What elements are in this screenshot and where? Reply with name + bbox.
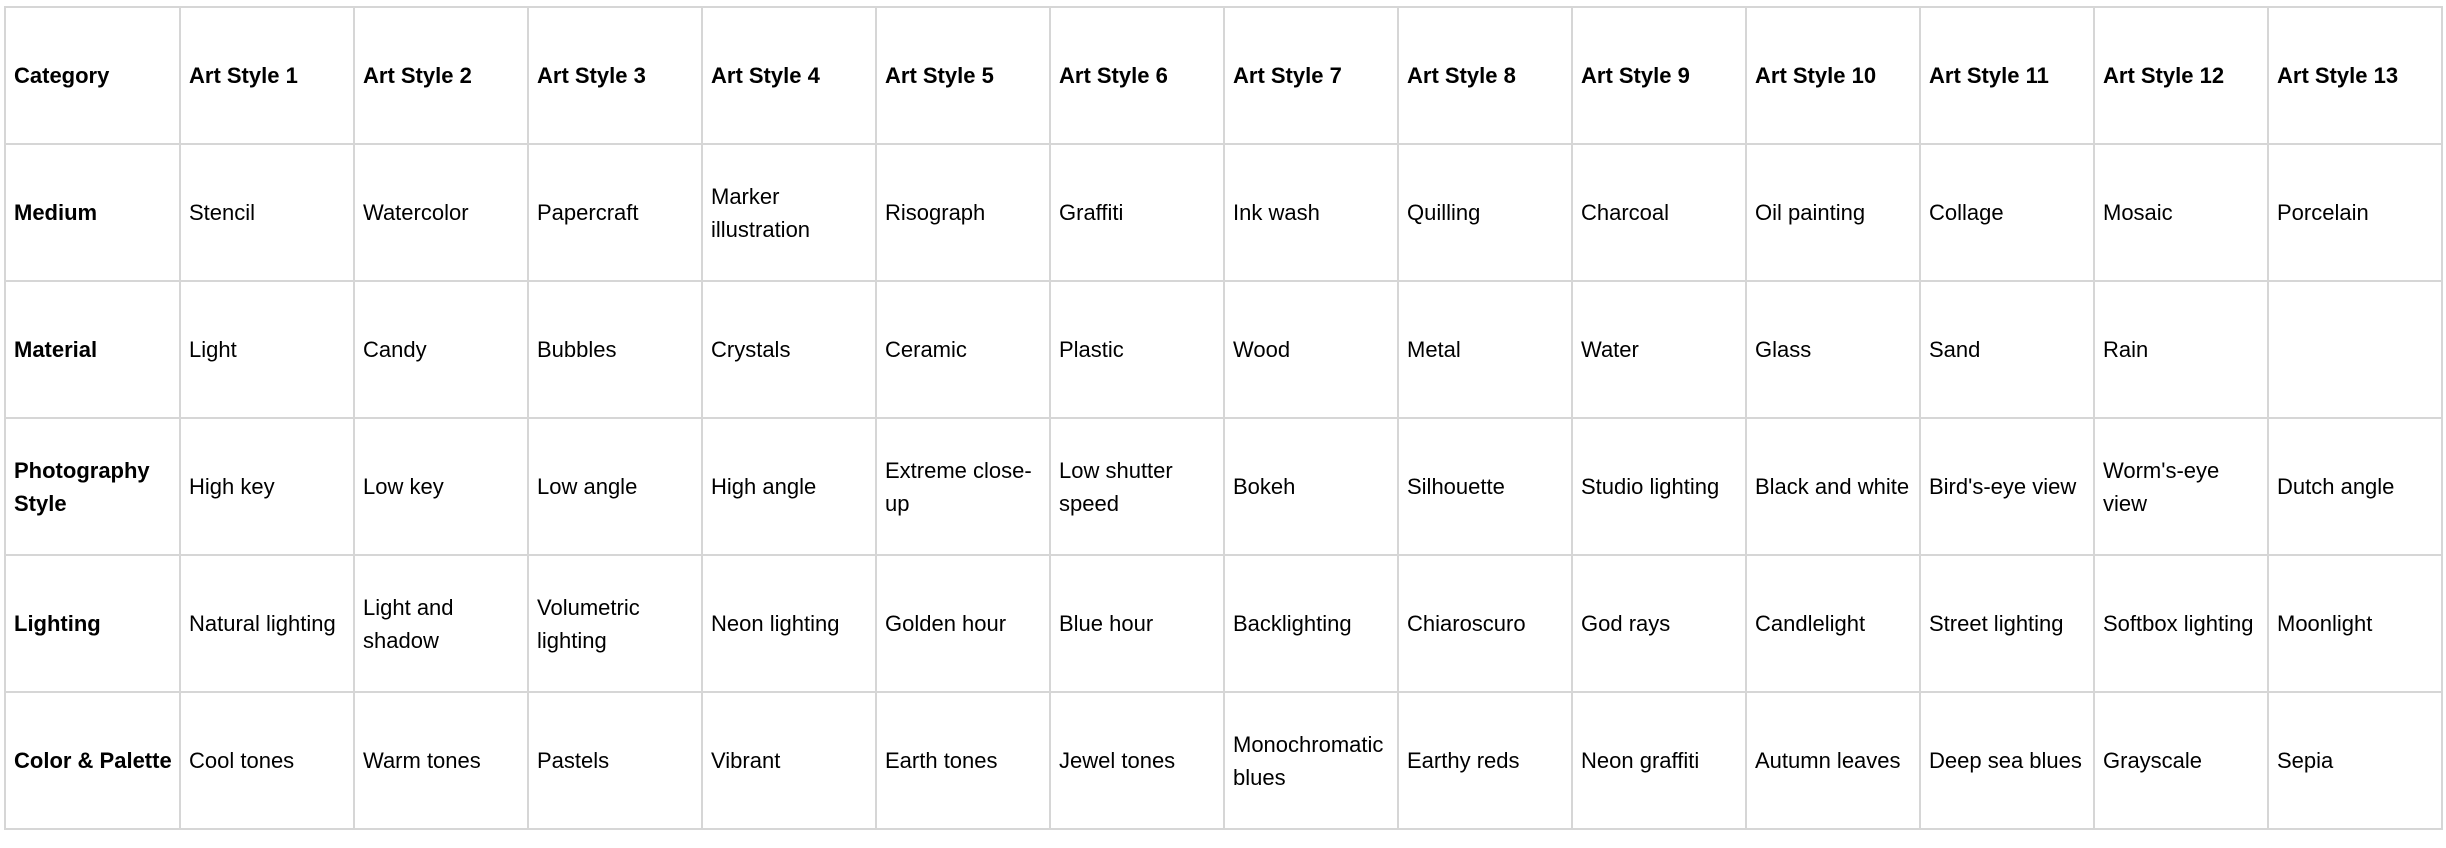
art-style-header-cell[interactable]: Art Style 11 xyxy=(1920,7,2094,144)
category-label-cell[interactable]: Material xyxy=(5,281,180,418)
table-cell[interactable]: Candlelight xyxy=(1746,555,1920,692)
table-cell[interactable]: Neon graffiti xyxy=(1572,692,1746,829)
category-label-cell[interactable]: Color & Palette xyxy=(5,692,180,829)
table-cell[interactable]: Moonlight xyxy=(2268,555,2442,692)
table-cell[interactable]: Risograph xyxy=(876,144,1050,281)
table-cell[interactable]: Blue hour xyxy=(1050,555,1224,692)
table-cell[interactable]: Softbox lighting xyxy=(2094,555,2268,692)
table-cell[interactable]: High key xyxy=(180,418,354,555)
table-row xyxy=(5,144,2442,281)
table-cell[interactable]: Ink wash xyxy=(1224,144,1398,281)
spreadsheet-grid xyxy=(4,6,2443,830)
table-cell[interactable]: Silhouette xyxy=(1398,418,1572,555)
table-cell[interactable]: Vibrant xyxy=(702,692,876,829)
table-cell[interactable]: Marker illustration xyxy=(702,144,876,281)
table-cell[interactable]: Autumn leaves xyxy=(1746,692,1920,829)
table-cell[interactable]: Worm's-eye view xyxy=(2094,418,2268,555)
table-cell[interactable]: Earthy reds xyxy=(1398,692,1572,829)
header-row xyxy=(5,7,2442,144)
art-style-header-cell[interactable]: Art Style 12 xyxy=(2094,7,2268,144)
table-cell[interactable]: Mosaic xyxy=(2094,144,2268,281)
table-cell[interactable]: Quilling xyxy=(1398,144,1572,281)
table-cell[interactable]: Wood xyxy=(1224,281,1398,418)
table-cell[interactable]: Pastels xyxy=(528,692,702,829)
table-cell[interactable]: Warm tones xyxy=(354,692,528,829)
category-label-cell[interactable]: Photography Style xyxy=(5,418,180,555)
table-cell[interactable]: Graffiti xyxy=(1050,144,1224,281)
table-cell[interactable]: Oil painting xyxy=(1746,144,1920,281)
table-cell[interactable]: Grayscale xyxy=(2094,692,2268,829)
table-cell[interactable]: High angle xyxy=(702,418,876,555)
table-cell[interactable]: Glass xyxy=(1746,281,1920,418)
art-style-header-cell[interactable]: Art Style 4 xyxy=(702,7,876,144)
table-cell[interactable]: Metal xyxy=(1398,281,1572,418)
table-cell[interactable]: Jewel tones xyxy=(1050,692,1224,829)
table-cell[interactable]: Crystals xyxy=(702,281,876,418)
table-cell[interactable]: Natural lighting xyxy=(180,555,354,692)
table-cell[interactable]: Chiaroscuro xyxy=(1398,555,1572,692)
table-cell[interactable]: Bokeh xyxy=(1224,418,1398,555)
table-cell[interactable]: Sepia xyxy=(2268,692,2442,829)
table-row xyxy=(5,418,2442,555)
table-cell[interactable]: Neon lighting xyxy=(702,555,876,692)
grid-body xyxy=(5,7,2442,829)
table-cell[interactable]: Light xyxy=(180,281,354,418)
table-cell[interactable]: Low angle xyxy=(528,418,702,555)
table-cell[interactable]: Extreme close-up xyxy=(876,418,1050,555)
category-label-cell[interactable]: Lighting xyxy=(5,555,180,692)
table-cell[interactable]: Candy xyxy=(354,281,528,418)
table-cell[interactable]: Low key xyxy=(354,418,528,555)
art-style-header-cell[interactable]: Art Style 3 xyxy=(528,7,702,144)
art-style-header-cell[interactable]: Art Style 8 xyxy=(1398,7,1572,144)
category-label-cell[interactable]: Medium xyxy=(5,144,180,281)
table-cell[interactable]: Volumetric lighting xyxy=(528,555,702,692)
table-cell[interactable]: Deep sea blues xyxy=(1920,692,2094,829)
art-style-header-cell[interactable]: Art Style 6 xyxy=(1050,7,1224,144)
art-style-header-cell[interactable]: Art Style 13 xyxy=(2268,7,2442,144)
table-cell[interactable]: Sand xyxy=(1920,281,2094,418)
table-cell[interactable]: Plastic xyxy=(1050,281,1224,418)
table-cell[interactable]: Rain xyxy=(2094,281,2268,418)
table-cell[interactable]: Monochromatic blues xyxy=(1224,692,1398,829)
table-cell[interactable]: Backlighting xyxy=(1224,555,1398,692)
category-header-cell[interactable]: Category xyxy=(5,7,180,144)
art-style-header-cell[interactable]: Art Style 9 xyxy=(1572,7,1746,144)
table-row xyxy=(5,692,2442,829)
table-cell[interactable]: Porcelain xyxy=(2268,144,2442,281)
table-cell[interactable]: Golden hour xyxy=(876,555,1050,692)
table-cell[interactable]: Low shutter speed xyxy=(1050,418,1224,555)
table-cell[interactable]: Street lighting xyxy=(1920,555,2094,692)
table-cell[interactable]: Black and white xyxy=(1746,418,1920,555)
table-cell[interactable]: Collage xyxy=(1920,144,2094,281)
art-style-header-cell[interactable]: Art Style 5 xyxy=(876,7,1050,144)
art-style-header-cell[interactable]: Art Style 7 xyxy=(1224,7,1398,144)
table-cell[interactable]: Cool tones xyxy=(180,692,354,829)
table-cell[interactable]: Charcoal xyxy=(1572,144,1746,281)
table-cell[interactable]: Bird's-eye view xyxy=(1920,418,2094,555)
art-style-header-cell[interactable]: Art Style 2 xyxy=(354,7,528,144)
table-cell[interactable]: Bubbles xyxy=(528,281,702,418)
table-cell[interactable]: Dutch angle xyxy=(2268,418,2442,555)
table-cell[interactable]: Studio lighting xyxy=(1572,418,1746,555)
table-cell[interactable]: Stencil xyxy=(180,144,354,281)
art-style-header-cell[interactable]: Art Style 10 xyxy=(1746,7,1920,144)
table-cell[interactable] xyxy=(2268,281,2442,418)
art-style-header-cell[interactable]: Art Style 1 xyxy=(180,7,354,144)
table-cell[interactable]: Light and shadow xyxy=(354,555,528,692)
table-cell[interactable]: Earth tones xyxy=(876,692,1050,829)
table-cell[interactable]: Water xyxy=(1572,281,1746,418)
table-cell[interactable]: Papercraft xyxy=(528,144,702,281)
table-cell[interactable]: Ceramic xyxy=(876,281,1050,418)
table-cell[interactable]: Watercolor xyxy=(354,144,528,281)
table-cell[interactable]: God rays xyxy=(1572,555,1746,692)
table-row xyxy=(5,555,2442,692)
table-row xyxy=(5,281,2442,418)
